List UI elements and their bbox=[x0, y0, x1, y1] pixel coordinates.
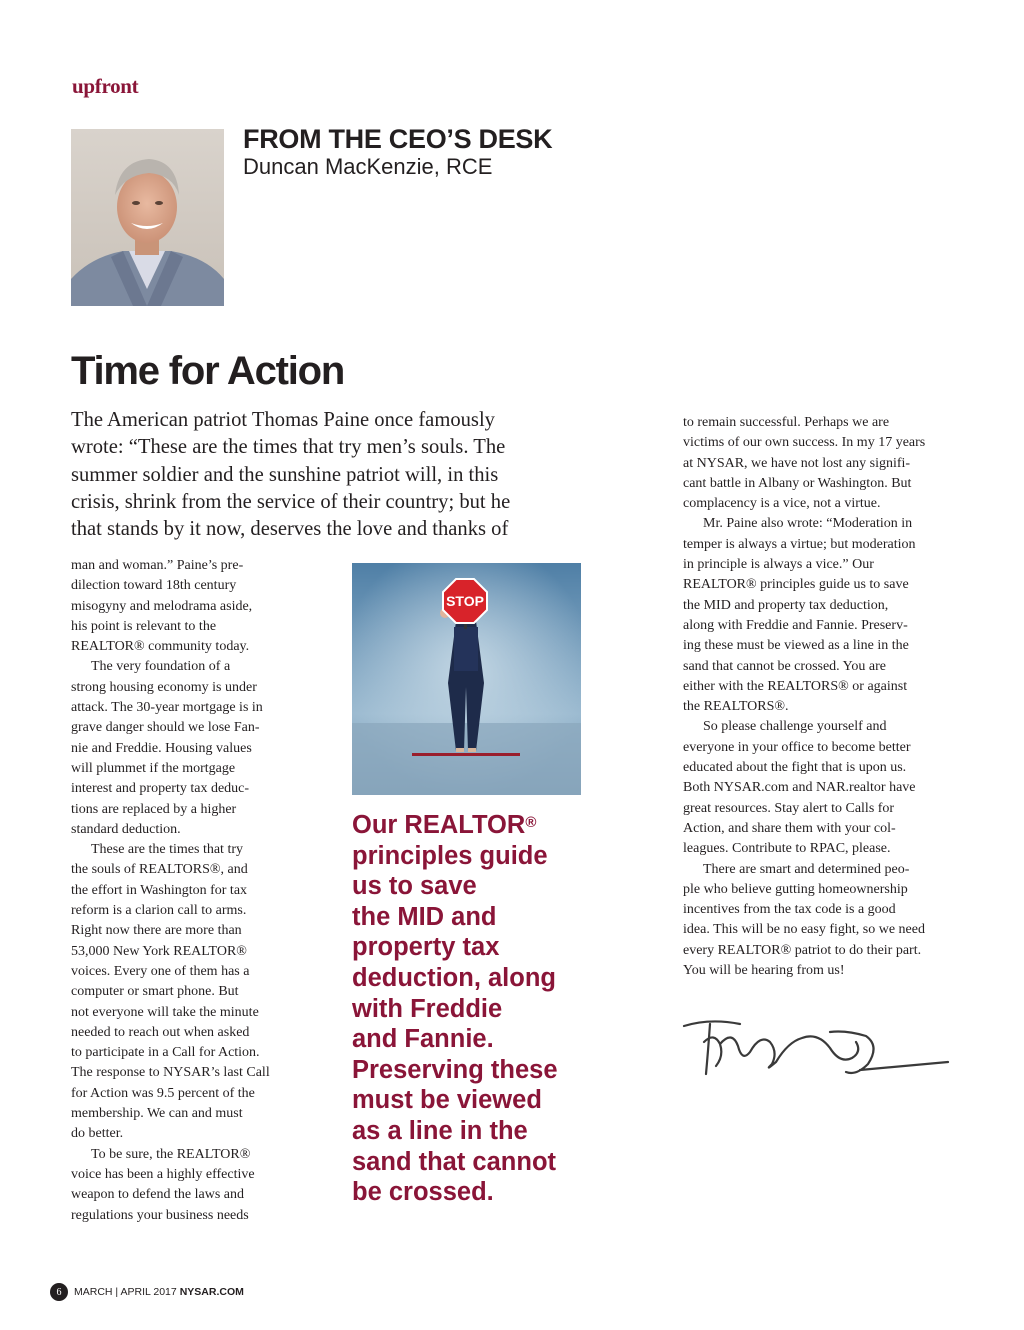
body-line: every REALTOR® patriot to do their part. bbox=[683, 942, 922, 958]
body-line: 53,000 New York REALTOR® bbox=[71, 943, 247, 959]
body-line: membership. We can and must bbox=[71, 1106, 243, 1122]
body-line: the souls of REALTORS®, and bbox=[71, 862, 248, 878]
body-line: These are the times that try bbox=[91, 842, 243, 858]
body-line: ing these must be viewed as a line in the bbox=[683, 638, 909, 654]
body-line: To be sure, the REALTOR® bbox=[91, 1146, 251, 1162]
issue-date: MARCH | APRIL 2017 bbox=[74, 1286, 177, 1298]
ceo-signature bbox=[680, 1012, 950, 1082]
pull-quote bbox=[352, 810, 602, 1208]
body-line: tions are replaced by a higher bbox=[71, 801, 237, 817]
body-line: for Action was 9.5 percent of the bbox=[71, 1085, 255, 1101]
body-line: incentives from the tax code is a good bbox=[683, 902, 896, 918]
pull-quote-line: with Freddie bbox=[352, 994, 503, 1023]
body-line: There are smart and determined peo- bbox=[703, 861, 910, 877]
body-line: idea. This will be no easy fight, so we need bbox=[683, 922, 925, 938]
body-line: interest and property tax deduc- bbox=[71, 781, 250, 797]
pull-quote-line: property tax bbox=[352, 933, 500, 962]
body-line: misogyny and melodrama aside, bbox=[71, 598, 253, 614]
pull-quote-line: principles guide bbox=[352, 841, 548, 870]
body-line: leagues. Contribute to RPAC, please. bbox=[683, 841, 891, 857]
body-line: cant battle in Albany or Washington. But bbox=[683, 475, 912, 491]
lede-line: wrote: “These are the times that try men’s souls. The bbox=[71, 436, 506, 459]
pull-quote-line: must be viewed bbox=[352, 1086, 542, 1115]
lede-line: crisis, shrink from the service of their country; but he bbox=[71, 490, 511, 513]
body-line: either with the REALTORS® or against bbox=[683, 678, 908, 694]
body-line: his point is relevant to the bbox=[71, 618, 217, 634]
body-line: educated about the fight that is upon us. bbox=[683, 760, 907, 776]
body-line: victims of our own success. In my 17 years bbox=[683, 435, 926, 451]
body-line: sand that cannot be crossed. You are bbox=[683, 658, 886, 674]
body-line: computer or smart phone. But bbox=[71, 984, 239, 1000]
body-line: reform is a clarion call to arms. bbox=[71, 903, 247, 919]
body-line: Mr. Paine also wrote: “Moderation in bbox=[703, 516, 913, 532]
right-text-column bbox=[683, 413, 973, 981]
body-line: attack. The 30-year mortgage is in bbox=[71, 700, 263, 716]
pull-quote-line: us to save bbox=[352, 872, 477, 901]
lede-line: that stands by it now, deserves the love and thanks of bbox=[71, 518, 509, 541]
body-line: ple who believe gutting homeownership bbox=[683, 881, 908, 897]
lede-line: The American patriot Thomas Paine once famously bbox=[71, 409, 495, 431]
body-line: the effort in Washington for tax bbox=[71, 882, 248, 898]
pull-quote-line: Preserving these bbox=[352, 1055, 558, 1084]
body-line: So please challenge yourself and bbox=[703, 719, 887, 735]
body-line: along with Freddie and Fannie. Preserv- bbox=[683, 617, 908, 633]
column-title: FROM THE CEO’S DESK bbox=[243, 124, 553, 154]
body-line: needed to reach out when asked bbox=[71, 1024, 250, 1040]
article-headline: Time for Action bbox=[71, 349, 345, 393]
pull-quote-line bbox=[352, 810, 602, 841]
body-line: the REALTORS®. bbox=[683, 699, 789, 715]
lede-line: summer soldier and the sunshine patriot will, in this bbox=[71, 463, 499, 486]
body-line: in principle is always a vice.” Our bbox=[683, 557, 874, 573]
body-line: You will be hearing from us! bbox=[683, 963, 845, 979]
pull-quote-line: the MID and bbox=[352, 902, 497, 931]
page-footer bbox=[50, 1283, 244, 1301]
page-number: 6 bbox=[50, 1283, 68, 1301]
pull-quote-line: deduction, along bbox=[352, 963, 556, 992]
author-portrait bbox=[71, 129, 224, 306]
column-author: Duncan MacKenzie, RCE bbox=[243, 154, 493, 179]
body-line: will plummet if the mortgage bbox=[71, 760, 236, 776]
body-line: REALTOR® community today. bbox=[71, 639, 250, 655]
stop-sign-text: STOP bbox=[446, 593, 484, 609]
body-line: strong housing economy is under bbox=[71, 679, 257, 695]
stop-sign-photo bbox=[352, 563, 581, 795]
body-line: Right now there are more than bbox=[71, 923, 242, 939]
body-line: grave danger should we lose Fan- bbox=[71, 720, 260, 736]
body-line: Action, and share them with your col- bbox=[683, 820, 896, 836]
body-line: at NYSAR, we have not lost any signifi- bbox=[683, 455, 911, 471]
body-line: everyone in your office to become better bbox=[683, 739, 911, 755]
body-line: Both NYSAR.com and NAR.realtor have bbox=[683, 780, 916, 796]
body-line: voice has been a highly effective bbox=[71, 1166, 255, 1182]
registered-mark: ® bbox=[525, 814, 537, 831]
pull-quote-line: sand that cannot bbox=[352, 1147, 557, 1176]
body-line: to participate in a Call for Action. bbox=[71, 1045, 260, 1061]
pull-quote-first: Our REALTOR bbox=[352, 811, 526, 839]
body-line: man and woman.” Paine’s pre- bbox=[71, 558, 244, 573]
body-line: standard deduction. bbox=[71, 821, 181, 837]
body-line: nie and Freddie. Housing values bbox=[71, 740, 252, 756]
left-text-column bbox=[71, 556, 321, 1226]
body-line: voices. Every one of them has a bbox=[71, 963, 250, 979]
body-line: weapon to defend the laws and bbox=[71, 1187, 244, 1203]
website: NYSAR.COM bbox=[179, 1286, 244, 1298]
body-line: The very foundation of a bbox=[91, 659, 231, 675]
body-line: not everyone will take the minute bbox=[71, 1004, 259, 1020]
pull-quote-line: and Fannie. bbox=[352, 1025, 494, 1054]
body-line: REALTOR® principles guide us to save bbox=[683, 577, 909, 593]
section-label: upfront bbox=[72, 74, 139, 98]
pull-quote-line: be crossed. bbox=[352, 1178, 494, 1207]
body-line: complacency is a vice, not a virtue. bbox=[683, 496, 881, 512]
body-line: temper is always a virtue; but moderation bbox=[683, 536, 916, 552]
body-line: to remain successful. Perhaps we are bbox=[683, 415, 890, 430]
pull-quote-line: as a line in the bbox=[352, 1116, 528, 1145]
body-line: dilection toward 18th century bbox=[71, 578, 237, 594]
article-lede bbox=[71, 407, 601, 543]
body-line: regulations your business needs bbox=[71, 1207, 249, 1223]
body-line: The response to NYSAR’s last Call bbox=[71, 1065, 270, 1081]
body-line: great resources. Stay alert to Calls for bbox=[683, 800, 895, 816]
body-line: do better. bbox=[71, 1126, 124, 1142]
body-line: the MID and property tax deduction, bbox=[683, 597, 889, 613]
